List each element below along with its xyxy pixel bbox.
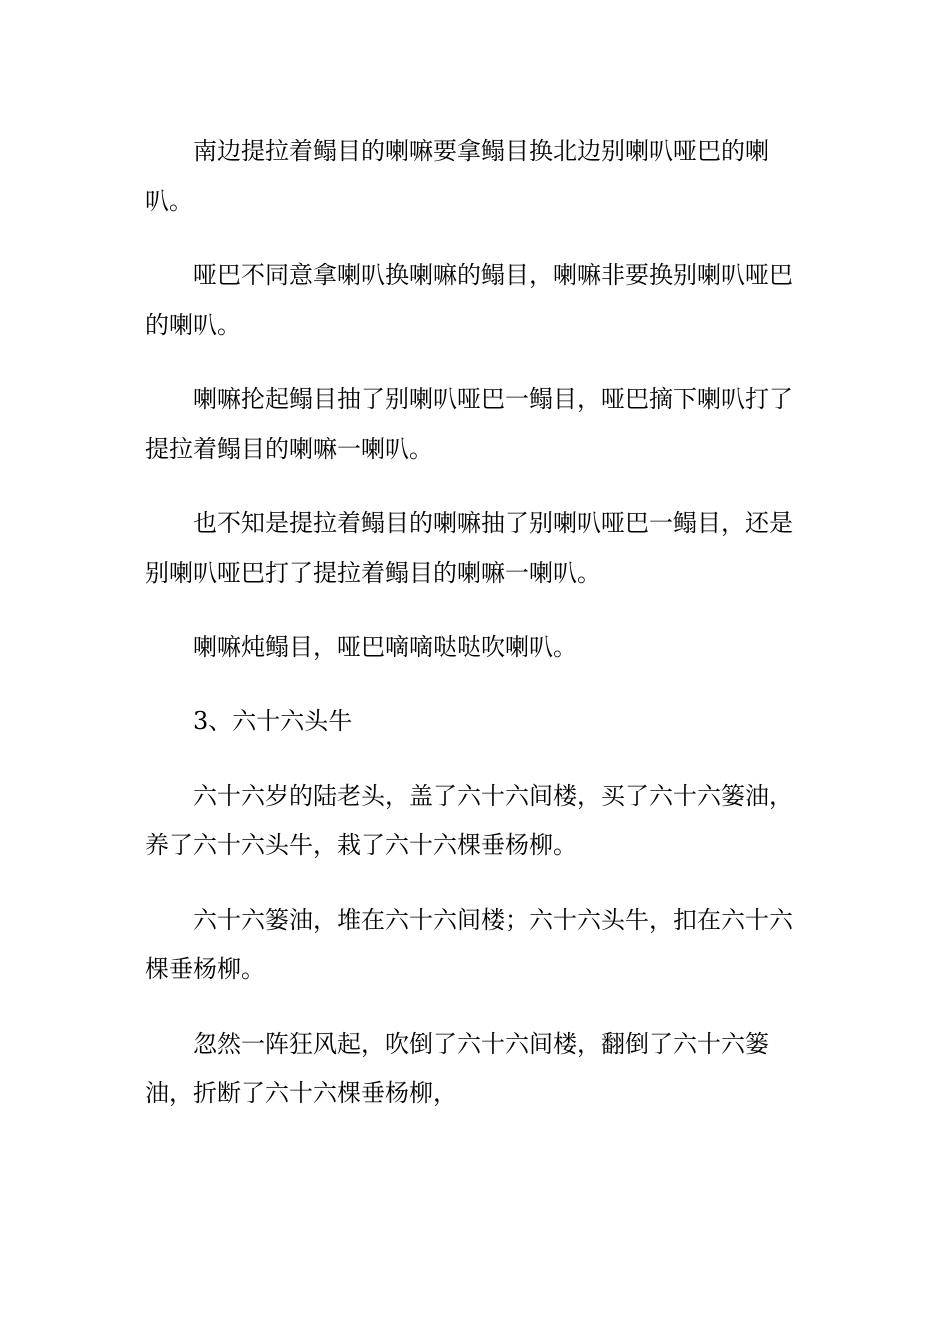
- document-body: [145, 127, 810, 1144]
- paragraph-8: 忽然一阵狂风起，吹倒了六十六间楼，翻倒了六十六篓油，折断了六十六棵垂杨柳，: [145, 1029, 769, 1108]
- paragraph-4: 也不知是提拉着鳎目的喇嘛抽了别喇叭哑巴一鳎目，还是别喇叭哑巴打了提拉着鳎目的喇嘛一喇叭。: [145, 508, 793, 587]
- paragraph-1: 南边提拉着鳎目的喇嘛要拿鳎目换北边别喇叭哑巴的喇叭。: [145, 137, 769, 215]
- paragraph-7: 六十六篓油，堆在六十六间楼；六十六头牛，扣在六十六棵垂杨柳。: [145, 905, 793, 984]
- section-heading: 3、六十六头牛: [193, 707, 353, 736]
- paragraph-6: 六十六岁的陆老头，盖了六十六间楼，买了六十六篓油，养了六十六头牛，栽了六十六棵垂杨柳。: [145, 781, 793, 860]
- paragraph-5: 喇嘛炖鳎目，哑巴嘀嘀哒哒吹喇叭。: [193, 632, 577, 661]
- paragraph-3: 喇嘛抡起鳎目抽了别喇叭哑巴一鳎目，哑巴摘下喇叭打了提拉着鳎目的喇嘛一喇叭。: [145, 384, 793, 463]
- paragraph-2: 哑巴不同意拿喇叭换喇嘛的鳎目，喇嘛非要换别喇叭哑巴的喇叭。: [145, 260, 793, 339]
